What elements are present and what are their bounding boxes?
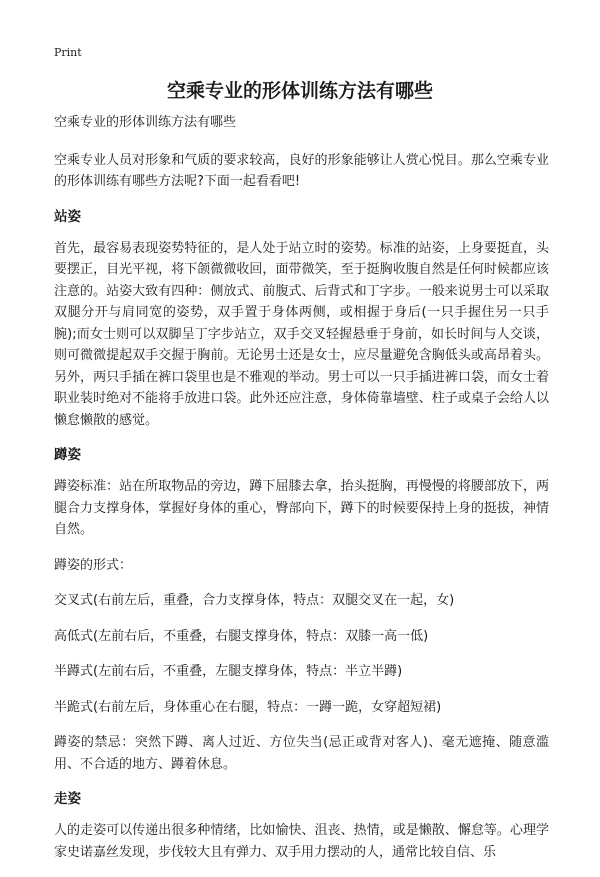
squatting-form-item: 半蹲式(左前右后，不重叠，左腿支撑身体，特点：半立半蹲)	[54, 664, 403, 679]
section-heading-walking: 走姿	[54, 791, 81, 807]
section-heading-standing: 站姿	[54, 208, 81, 225]
squatting-standard-paragraph: 蹲姿标准：站在所取物品的旁边，蹲下屈膝去拿，抬头挺胸，再慢慢的将腰部放下，两腿合力支撑身体，掌握好身体的重心，臀部向下，蹲下的时候要保持上身的挺拔，神情自然。	[54, 479, 549, 537]
squatting-forms-label: 蹲姿的形式：	[54, 557, 133, 573]
page-title: 空乘专业的形体训练方法有哪些	[166, 80, 433, 102]
squatting-form-item: 高低式(左前右后，不重叠，右腿支撑身体，特点：双膝一高一低)	[54, 628, 429, 644]
article-subtitle: 空乘专业的形体训练方法有哪些	[54, 115, 237, 130]
section-heading-squatting: 蹲姿	[54, 447, 81, 463]
squatting-taboo-paragraph: 蹲姿的禁忌：突然下蹲、离人过近、方位失当(忌正或背对客人)、毫无遮掩、随意滥用、不合适的地方、蹲着休息。	[54, 735, 549, 772]
squatting-form-item: 半跪式(右前左后，身体重心在右腿，特点：一蹲一跪，女穿超短裙)	[54, 699, 442, 715]
print-link[interactable]: Print	[54, 46, 82, 59]
standing-paragraph: 首先，最容易表现姿势特征的，是人处于站立时的姿势。标准的站姿，上身要挺直，头要摆正，目光平视，将下颌微微收回，面带微笑，至于挺胸收腹自然是任何时候都应该注意的。站姿大致有四种：侧放式、前腹式、后背式和丁字步。一般来说男士可以采取双腿分开与肩同宽的姿势，双手置于身体两侧，或相握于身后(一只手握住另一只手腕);而女士则可以双脚呈丁字步站立，双手交叉轻握悬垂于身前，如长时间与人交谈，则可微微提起双手交握于胸前。无论男士还是女士，应尽量避免含胸低头或高昂着头。另外，两只手插在裤口袋里也是不雅观的举动。男士可以一只手插进裤口袋，而女士着职业装时绝对不能将手放进口袋。此外还应注意，身体倚靠墙壁、柱子或桌子会给人以懒怠懒散的感觉。	[54, 240, 549, 428]
walking-paragraph: 人的走姿可以传递出很多种情绪，比如愉快、沮丧、热情，或是懒散、懈怠等。心理学家史诺嘉丝发现，步伐较大且有弹力、双手用力摆动的人，通常比较自信、乐	[54, 823, 549, 860]
squatting-form-item: 交叉式(右前左后，重叠，合力支撑身体，特点：双腿交叉在一起，女)	[54, 593, 455, 608]
intro-paragraph: 空乘专业人员对形象和气质的要求较高，良好的形象能够让人赏心悦目。那么空乘专业的形体训练有哪些方法呢?下面一起看看吧!	[54, 152, 549, 189]
article-body	[54, 112, 549, 877]
